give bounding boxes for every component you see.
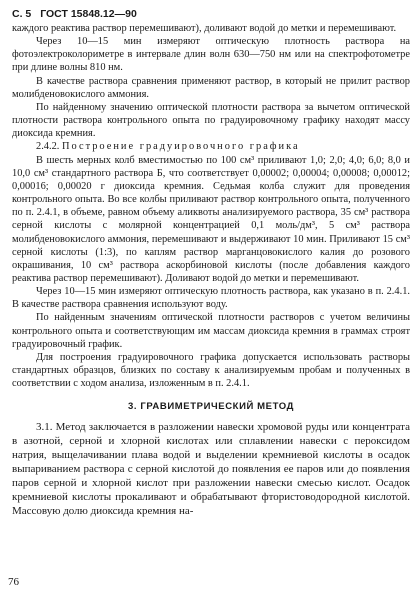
paragraph: В шесть мерных колб вместимостью по 100 см³ приливают 1,0; 2,0; 4,0; 6,0; 8,0 и 10,0 см³ стандартного раствора Б, что соответствует 0,00002; 0,00004; 0,00008; 0,00012; 0,00016; 0,00020 г диоксида кремния. Седьмая колба служит для проведения контрольного опыта. Во все колбы приливают раствор контрольного опыта, полученного по п. 2.4.1, в объеме, равном объему аликвоты анализируемого раствора, 35 см³ раствора серной кислоты с молярной концентрацией 0,1 моль/дм³, 5 см³ раствора молибденовокислого аммония, перемешивают и выдерживают 10 мин. Приливают 15 см³ серной кислоты (1:3), по каплям раствор марганцовокислого калия до розового окрашивания, 10 см³ раствора аскорбиновой кислоты (после добавления каждого реактива раствор перемешивают). Доливают водой до метки и перемешивают. bbox=[12, 154, 410, 284]
subsection-number: 2.4.2. bbox=[36, 141, 60, 153]
page-number: 76 bbox=[8, 576, 19, 588]
section-title: 3. ГРАВИМЕТРИЧЕСКИЙ МЕТОД bbox=[127, 401, 295, 413]
subsection-title: Построение градуировочного графика bbox=[62, 141, 300, 153]
subsection-heading bbox=[12, 140, 410, 153]
paragraph: Для построения градуировочного графика допускается использовать растворы стандартных образцов, близких по составу к анализируемым пробам и полученных в соответствии с ходом анализа, изложенным в п. 2.4.1. bbox=[12, 351, 410, 390]
paragraph: По найденным значениям оптической плотности растворов с учетом величины контрольного опыта и соответствующим им массам диоксида кремния в граммах строят градуировочный график. bbox=[12, 312, 410, 350]
paragraph: По найденному значению оптической плотности раствора за вычетом оптической плотности раствора контрольного опыта по градуировочному графику находят массу диоксида кремния. bbox=[12, 101, 410, 140]
paragraph: Через 10—15 мин измеряют оптическую плотность раствора, как указано в п. 2.4.1. В качестве раствора сравнения используют воду. bbox=[12, 286, 410, 311]
page-label: С. 5 bbox=[12, 8, 32, 20]
standard-code: ГОСТ 15848.12—90 bbox=[40, 8, 137, 20]
document-body bbox=[12, 22, 410, 518]
paragraph: Через 10—15 мин измеряют оптическую плотность раствора на фотоэлектроколориметре в интервале длин волн 630—750 нм или на спектрофотометре при длине волны 810 нм. bbox=[12, 36, 410, 74]
section-paragraph: 3.1. Метод заключается в разложении навески хромовой руды или концентрата в азотной, серной и хлорной кислотах или сплавлении навески с пероксидом натрия, выщелачивании плава водой и выделении кремниевой кислоты в осадок выпариванием раствора с серной кислотой до появления ее паров или до появления паров серной и хлорной кислот при разложении навески смесью кислот. Осадок кремниевой кислоты прокаливают и обрабатывают фтористоводородной кислотой. Массовую долю диоксида кремния на- bbox=[12, 420, 410, 517]
paragraph: В качестве раствора сравнения применяют раствор, в который не прилит раствор молибденовокислого аммония. bbox=[12, 75, 410, 100]
page-header bbox=[12, 8, 143, 20]
paragraph: каждого реактива раствор перемешивают), доливают водой до метки и перемешивают. bbox=[12, 23, 397, 34]
